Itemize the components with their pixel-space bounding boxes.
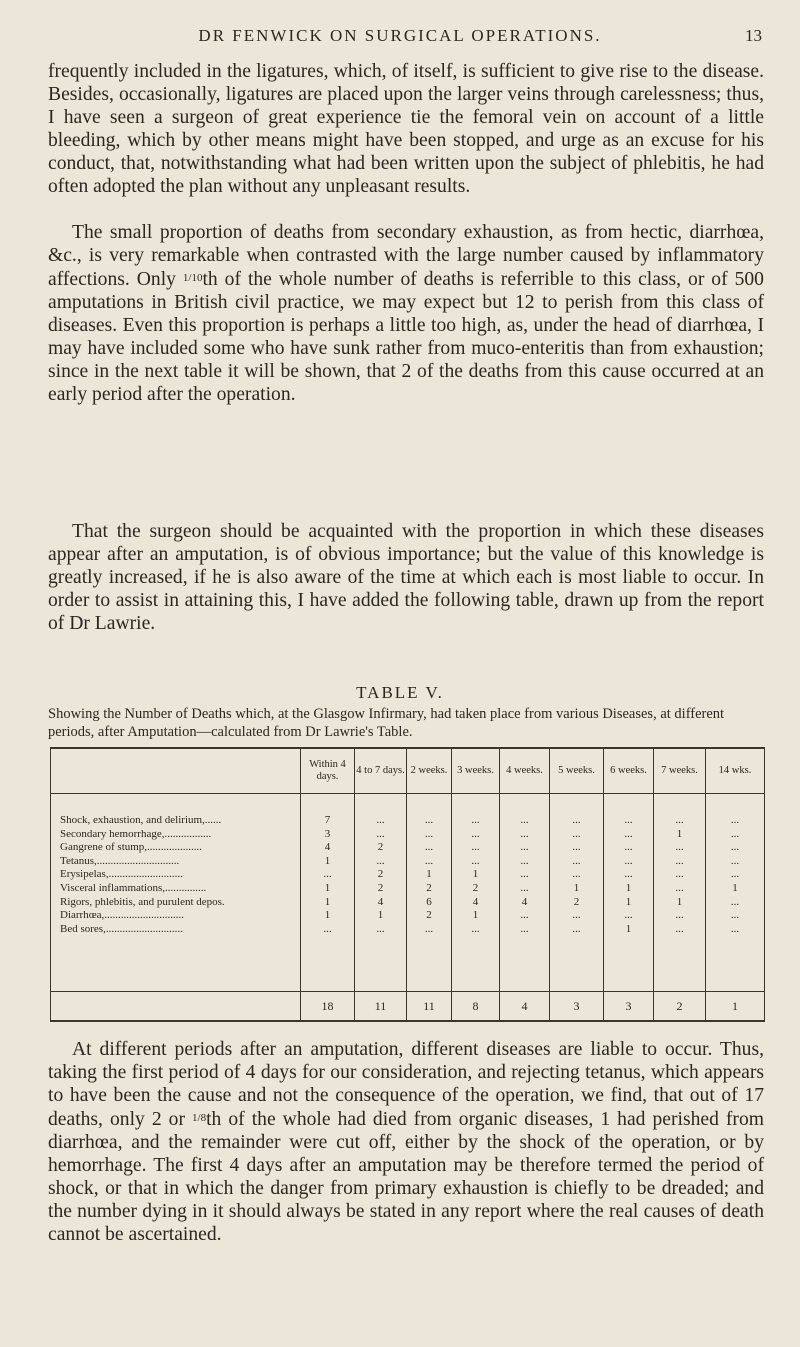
table-cell: 1 [732,881,738,894]
table-cell: 1 [324,895,331,908]
table-cell: ... [471,841,480,854]
table-cell: ... [323,868,332,881]
table-cell: 2 [426,881,432,894]
table-cell: ... [424,827,434,840]
table-cell: 7 [324,814,331,826]
table-cell: ... [730,841,740,854]
total-cell: 8 [452,992,500,1022]
table-cell: ... [730,854,740,867]
table-cell: ... [675,854,684,867]
disease-label: Diarrhœa,............................. [60,909,185,922]
table-cell: ... [730,814,740,826]
table-cell: 1 [472,868,479,881]
table-cell: ... [323,922,332,935]
column-header: 3 weeks. [452,748,500,794]
table-cell: ... [675,881,684,894]
table-cell: 1 [377,909,384,922]
table-header-row [51,748,765,794]
table-cell: ... [520,881,529,894]
table-cell: 4 [324,841,331,854]
disease-label: Visceral inflammations,............... [60,881,207,894]
total-cell: 11 [407,992,452,1022]
table-cell: ... [424,854,434,867]
total-cell: 2 [654,992,706,1022]
table-cell: ... [572,827,581,840]
disease-label: Gangrene of stump,.................... [60,841,203,854]
table-cell: 2 [472,881,479,894]
disease-labels [51,794,301,992]
table-cell: ... [572,868,581,881]
table-cell: ... [376,922,385,935]
table-cell: ... [624,868,633,881]
column-header: 7 weeks. [654,748,706,794]
table-cell: ... [675,814,684,826]
table-cell: ... [520,841,529,854]
table-cell: ... [675,922,684,935]
table-cell: 2 [573,895,580,908]
paragraph-secondary-exhaustion: The small proportion of deaths from secondary exhaustion, as from hectic, diarrhœa, &c., is very remarkable when contrasted with the large number caused by inflammatory affections. Only $^{1/10}$th of the whole number of deaths is referrible to this class, or of 500 amputations in British civil practice, we may expect but 12 to perish from this class of diseases. Even this proportion is perhaps a little too high, as, under the head of diarrhœa, I may have included some who have sunk rather from muco-enteritis than from exhaustion; since in the next table it will be shown, that 2 of the deaths from this cause occurred at an early period after the operation. [48,222,764,405]
disease-label: Bed sores,............................ [60,922,183,935]
table-cell: ... [675,841,684,854]
table-cell: ... [424,814,434,826]
table-cell: ... [730,922,740,935]
table-cell: ... [424,841,434,854]
page-number: 13 [745,26,762,45]
total-cell: 1 [706,992,765,1022]
column-header: 2 weeks. [407,748,452,794]
period-column [500,794,550,992]
total-cell: 4 [500,992,550,1022]
table-title: TABLE V. [356,683,444,702]
table-cell: 1 [625,881,632,894]
table-cell: ... [520,909,529,922]
period-column [355,794,407,992]
table-cell: ... [730,909,740,922]
table-cell: ... [675,868,684,881]
table-cell: 1 [676,895,683,908]
table-cell: ... [520,868,529,881]
table-cell: ... [572,922,581,935]
table-cell: ... [624,854,633,867]
table-cell: ... [572,841,581,854]
disease-label: Shock, exhaustion, and delirium,...... [60,814,222,826]
running-head: DR FENWICK ON SURGICAL OPERATIONS. [198,26,602,45]
disease-label: Secondary hemorrhage,................. [60,827,212,840]
table-cell: ... [376,827,385,840]
table-cell: 1 [324,881,331,894]
column-header: 5 weeks. [550,748,604,794]
deaths-table [50,747,765,1022]
table-cell: ... [471,854,480,867]
table-cell: ... [471,814,480,826]
paragraph-ligatures: frequently included in the ligatures, which, of itself, is sufficient to give rise to the disease. Besides, occasionally, ligatures are placed upon the larger veins through carelessness; thus, I have seen a surgeon of great experience tie the femoral vein on account of a little bleeding, which by other means might have been stopped, and urge as an excuse for his conduct, that, notwithstanding what had been written upon the subject of phlebitis, he had often adopted the plan without any unpleasant results. [48,61,764,197]
table-cell: ... [730,827,740,840]
table-cell: ... [520,814,529,826]
table-cell: 1 [625,895,632,908]
column-header: Within 4 days. [301,748,355,794]
disease-label: Rigors, phlebitis, and purulent depos. [60,895,225,908]
period-column [407,794,452,992]
table-cell: ... [520,827,529,840]
table-cell: ... [376,814,385,826]
table-cell: 4 [377,895,384,908]
table-caption: Showing the Number of Deaths which, at the Glasgow Infirmary, had taken place from various Diseases, at different periods, after Amputation—calculated from Dr Lawrie's Table. [48,706,725,740]
totals-row [51,992,765,1022]
table-cell: 1 [472,909,479,922]
total-cell: 3 [604,992,654,1022]
period-column [706,794,765,992]
column-header: 4 weeks. [500,748,550,794]
disease-label: Erysipelas,........................... [60,868,183,881]
table-cell: ... [675,909,684,922]
table-cell: ... [471,922,480,935]
period-column [654,794,706,992]
table-cell: ... [624,841,633,854]
table-cell: ... [624,827,633,840]
table-cell: 1 [324,909,331,922]
table-body-row [51,794,765,992]
table-cell: ... [520,854,529,867]
table-cell: 2 [377,868,384,881]
table-cell: ... [572,854,581,867]
total-cell: 11 [355,992,407,1022]
table-cell: ... [520,922,529,935]
total-cell: 3 [550,992,604,1022]
table-cell: 1 [324,854,331,867]
table-cell: ... [376,854,385,867]
total-cell: 18 [301,992,355,1022]
table-cell: ... [730,868,740,881]
table-cell: 6 [426,895,432,908]
totals-blank [51,992,301,1022]
table-cell: ... [572,909,581,922]
table-cell: 1 [625,922,632,935]
table-cell: ... [624,814,633,826]
table-cell: ... [624,909,633,922]
table-cell: 4 [521,895,528,908]
table-cell: 2 [426,909,432,922]
fraction-one-tenth: 1/10 [182,272,203,284]
period-column [550,794,604,992]
column-header: 14 wks. [706,748,765,794]
table-cell: 2 [377,841,384,854]
column-header: 6 weeks. [604,748,654,794]
fraction-one-eighth: 1/8 [192,1112,207,1124]
table-cell: ... [730,895,740,908]
period-column [301,794,355,992]
column-header: 4 to 7 days. [355,748,407,794]
table-cell: 4 [472,895,479,908]
disease-label: Tetanus,.............................. [60,854,180,867]
paragraph-periods: At different periods after an amputation, different diseases are liable to occur. Thus, taking the first period of 4 days for our consideration, and rejecting tetanus, which appears to have been the cause and not the consequence of the operation, we find, that out of 17 deaths, only 2 or $^{1/8}$th of the whole had died from organic diseases, 1 had perished from diarrhœa, and the remainder were cut off, either by the shock of the operation, or by hemorrhage. The first 4 days after an amputation may be therefore termed the period of shock, or that in which the danger from primary exhaustion is chiefly to be dreaded; and the number dying in it should always be stated in any report where the real causes of death cannot be ascertained. [48,1039,764,1245]
table-cell: 2 [377,881,384,894]
header-blank [51,748,301,794]
period-column [604,794,654,992]
table-cell: 3 [324,827,331,840]
table-cell: 1 [573,881,580,894]
period-column [452,794,500,992]
table-cell: ... [471,827,480,840]
table-cell: ... [424,922,434,935]
table-cell: 1 [676,827,683,840]
table-cell: ... [572,814,581,826]
paragraph-proportion: That the surgeon should be acquainted with the proportion in which these diseases appear after an amputation, is of obvious importance; but the value of this knowledge is greatly increased, if he is also aware of the time at which each is most liable to occur. In order to assist in attaining this, I have added the following table, drawn up from the report of Dr Lawrie. [48,521,764,634]
table-cell: 1 [426,868,432,881]
